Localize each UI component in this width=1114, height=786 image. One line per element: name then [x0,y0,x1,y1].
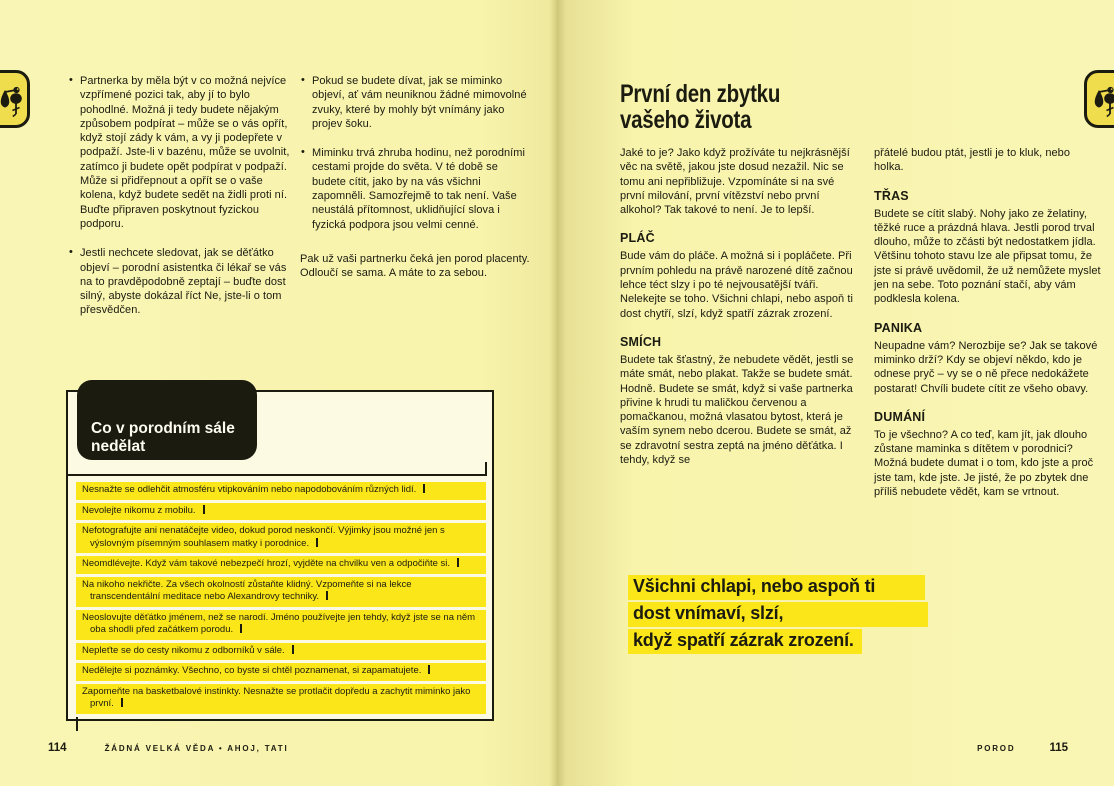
cursor-tick [203,505,205,514]
list-item [76,684,486,714]
list-item [76,663,486,681]
list-item-text: Na nikoho nekřičte. Za všech okolností zůstaňte klidný. Vzpomeňte si na lekce transcendentální meditace nebo Alexandrovy techniky. [82,578,412,602]
section-body: Budete tak šťastný, že nebudete vědět, jestli se máte smát, nebo plakat. Takže se budete smát. Hodně. Budete se smát, když si vaše partnerka přivine k hrudi tu maličkou červenou a pomačkanou, možná vlasatou bytost, která je vaším synem nebo dcerou. Budete se smát, až se zdravotní sestra zeptá na jméno děťátka. I tehdy, když se [620,353,854,467]
left-footer [48,742,289,754]
list-item-text: Nefotografujte ani nenatáčejte video, dokud porod neskončí. Výjimky jsou možné jen s výslovným písemným souhlasem matky i porodnice. [82,525,445,549]
section-heading: PLÁČ [620,231,655,246]
bullet-item [300,146,533,232]
closing-paragraph: Pak už vaši partnerku čeká jen porod placenty. Odloučí se sama. A máte to za sebou. [300,252,530,280]
stork-badge-right [1084,70,1114,128]
chapter-name: POROD [977,744,1016,753]
section-heading: TŘAS [874,188,909,203]
box-rule [66,462,487,476]
page-number: 115 [1049,742,1068,754]
stork-icon [1090,80,1114,120]
bullet-item [300,74,533,131]
left-column-1 [68,74,296,333]
pull-quote-line: dost vnímaví, slzí, [628,602,928,627]
bullet-text: Jestli nechcete sledovat, jak se děťátko objeví – porodní asistentka či lékař se vás na to pravděpodobně zeptají – buďte dost silný, abyste dokázal říct Ne, jste-li o tom přesvědčen. [80,247,287,317]
cursor-tick [423,484,425,493]
list-item [76,482,486,500]
list-item [76,577,486,607]
section-heading: PANIKA [874,320,923,335]
page-number: 114 [48,742,67,754]
right-footer [977,742,1068,754]
cursor-tick [292,645,294,654]
chapter-title-line2: vašeho života [620,105,752,134]
section-body: Bude vám do pláče. A možná si i popláčete. Při prvním pohledu na právě narozené dítě začnou lehce téct slzy i po té nejvousatější tváři. Nelekejte se toho. Všichni chlapi, nebo aspoň ti dost chytří, slzí, když spatří zázrak zrození. [620,250,853,320]
stork-badge-left [0,70,30,128]
list-item-text: Nepleťte se do cesty nikomu z odborníků v sále. [82,644,285,656]
bullet-item [68,246,296,317]
list-item-text: Neomdlévejte. Když vám takové nebezpečí hrozí, vyjděte na chvilku ven a odpočiňte si. [82,558,451,569]
cursor-tick [240,624,242,633]
list-item-text: Nesnažte se odlehčit atmosféru vtipkováním nebo napodobováním různých lidí. [82,484,417,495]
bullet-text: Partnerka by měla být v co možná nejvíce vzpřímené pozici tak, aby jí to bylo pohodlné. Možná ji tedy budete nějakým způsobem podpírat – může se o vás opřít, když stojí zády k vám, a vy ji podepřete v podpaží. Jste-li v bazénu, může se uvolnit, zatímco ji budete opět podpírat v podpaží. Může si přidřepnout a opřít se o vaše kolena, když budete sedět na židli proti ní. Buďte připraven poskytnout fyzickou podporu. [80,75,290,230]
list-item [76,610,486,640]
list-item-text: Nevolejte nikomu z mobilu. [82,504,196,516]
list-item-text: Zapomeňte na basketbalové instinkty. Nesnažte se protlačit dopředu a zachytit miminko jako první. [82,685,471,709]
cursor-tick [121,698,123,707]
section-heading: SMÍCH [620,334,662,349]
bullet-text: Pokud se budete dívat, jak se miminko objeví, ať vám neuniknou žádné mimovolné zvuky, které by mohly být vnímány jako projev šoku. [312,75,527,130]
bullet-item [68,74,296,231]
section-body: Budete se cítit slabý. Nohy jako ze želatiny, těžké ruce a prázdná hlava. Jestli porod trval dlouho, může to zčásti být nedostatkem jídla. Většinu tohoto stavu lze ale připsat tomu, že jste si právě uvědomil, že už nemůžete myslet jen na sebe. Toto poznání stačí, aby vám podklesla kolena. [874,207,1101,306]
list-item [76,643,486,661]
corner-tick [76,717,78,731]
list-item-text: Neoslovujte děťátko jménem, než se narodí. Jméno používejte jen tehdy, když jste se na něm oba shodli před začátkem porodu. [82,611,476,635]
right-column-1 [620,146,859,467]
left-column-2 [300,74,533,281]
list-item-text: Nedělejte si poznámky. Všechno, co byste si chtěl poznamenat, si zapamatujete. [82,665,422,676]
continuation-paragraph: přátelé budou ptát, jestli je to kluk, nebo holka. [874,147,1070,174]
bullet-text: Miminku trvá zhruba hodinu, než porodními cestami projde do světa. V té době se budete cítit, jako by na vás všichni zapomněli. Samozřejmě to tak není. Vaše neustálá přítomnost, uklidňující slova i fyzická podpora jsou velmi cenné. [312,147,525,231]
chapter-title [620,81,780,133]
list-item [76,523,486,553]
list-item [76,503,486,521]
chapter-title-line1: První den zbytku [620,79,781,108]
stork-icon [0,80,24,120]
donts-box-title-line1: Co v porodním sále [91,420,235,437]
cursor-tick [326,591,328,600]
donts-box [66,390,494,721]
section-body: To je všechno? A co teď, kam jít, jak dlouho zůstane maminka s dítětem v porodnici? Možná budete dumat i o tom, kdo jste a proč jste tam, kde jste. Je jisté, že po zbytek dne příliš nebudete vědět, kam se vrtnout. [874,428,1094,499]
cursor-tick [457,558,459,567]
section-body: Neupadne vám? Nerozbije se? Jak se takové miminko drží? Kdy se objeví někdo, kdo je odnese pryč – vy se o ně přece nedokážete postarat! Chvíli budete cítit ze všeho obavy. [874,339,1098,395]
donts-box-title-line2: nedělat [91,438,146,455]
donts-list [76,482,486,731]
right-column-2 [874,146,1101,499]
running-head: ŽÁDNÁ VELKÁ VĚDA • AHOJ, TATI [104,744,289,753]
pull-quote-line: Všichni chlapi, nebo aspoň ti [628,575,925,600]
pull-quote [628,575,928,656]
cursor-tick [316,538,318,547]
section-heading: DUMÁNÍ [874,409,926,424]
cursor-tick [428,665,430,674]
donts-box-title [77,380,257,460]
list-item [76,556,486,574]
intro-paragraph: Jaké to je? Jako když prožíváte tu nejkrásnější věc na světě, jakou jste dosud nezažil. Nic se tomu ani nepřibližuje. Vzpomínáte si na své první milování, první vítězství nebo první alkohol? Tak takové to není. Je to lepší. [620,147,850,217]
pull-quote-line: když spatří zázrak zrození. [628,629,862,654]
